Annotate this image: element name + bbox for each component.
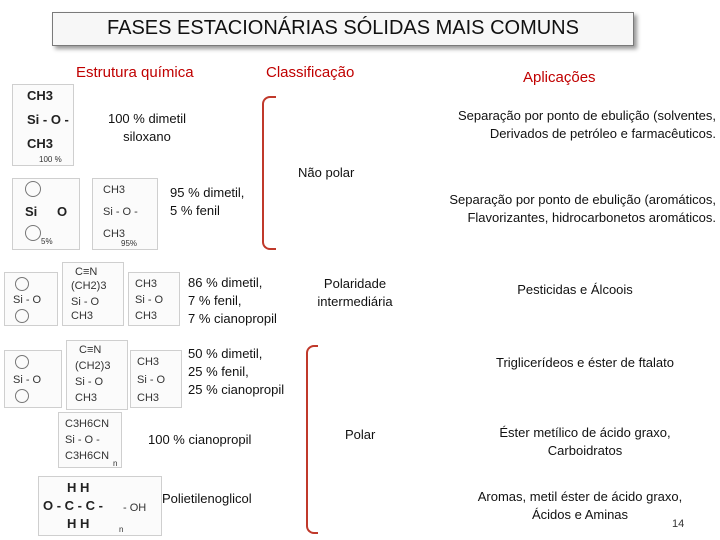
application-row-2 bbox=[400, 191, 716, 227]
structure-text: 5% bbox=[41, 237, 53, 246]
structure-dimethyl-siloxane bbox=[12, 84, 74, 166]
title-box bbox=[52, 12, 634, 46]
phenyl-ring-icon bbox=[15, 389, 29, 403]
phenyl-ring-icon bbox=[15, 277, 29, 291]
page-number: 14 bbox=[672, 518, 685, 530]
classification-line: Polaridade bbox=[323, 276, 387, 291]
structure-polyethylene-glycol bbox=[38, 476, 162, 536]
header-applications: Aplicações bbox=[523, 69, 596, 86]
structure-phenyl-siloxane-small bbox=[4, 272, 58, 326]
structure-text: n bbox=[119, 525, 124, 534]
structure-text: CH3 bbox=[71, 310, 94, 322]
classification-polar: Polar bbox=[345, 427, 376, 442]
composition-row-5 bbox=[148, 431, 251, 449]
structure-text: Si - O bbox=[75, 376, 104, 388]
phenyl-ring-icon bbox=[25, 225, 41, 241]
structure-text: O bbox=[57, 204, 68, 219]
header-structure: Estrutura química bbox=[76, 64, 194, 81]
application-line: Éster metílico de ácido graxo, bbox=[499, 425, 671, 440]
structure-text: CH3 bbox=[27, 88, 54, 103]
structure-text: Si bbox=[25, 204, 38, 219]
structure-dimethyl-siloxane-small-2 bbox=[130, 350, 182, 408]
composition-line: 7 % fenil, bbox=[188, 293, 242, 308]
application-row-1 bbox=[420, 107, 716, 143]
structure-text: Si - O bbox=[71, 296, 100, 308]
slide-title: FASES ESTACIONÁRIAS SÓLIDAS MAIS COMUNS bbox=[107, 17, 579, 39]
structure-phenyl-siloxane bbox=[12, 178, 80, 250]
composition-line: 100 % cianopropil bbox=[148, 432, 252, 447]
structure-text: CH3 bbox=[103, 228, 126, 240]
structure-text: CH3 bbox=[137, 392, 160, 404]
structure-text: Si - O - bbox=[27, 112, 69, 127]
application-row-4 bbox=[470, 354, 700, 372]
application-line: Derivados de petróleo e farmacêuticos. bbox=[489, 126, 716, 141]
application-row-6 bbox=[455, 488, 705, 524]
application-row-5 bbox=[470, 424, 700, 460]
classification-line: intermediária bbox=[317, 294, 393, 309]
structure-text: 95% bbox=[121, 239, 138, 248]
composition-line: 86 % dimetil, bbox=[188, 275, 263, 290]
classification-nonpolar: Não polar bbox=[298, 165, 355, 180]
application-line: Separação por ponto de ebulição (solventes, bbox=[457, 108, 716, 123]
structure-phenyl-siloxane-small-2 bbox=[4, 350, 62, 408]
application-line: Triglicerídeos e éster de ftalato bbox=[496, 355, 674, 370]
composition-line: 95 % dimetil, bbox=[170, 185, 245, 200]
structure-text: CH3 bbox=[75, 392, 98, 404]
structure-text: C3H6CN bbox=[65, 450, 110, 462]
phenyl-ring-icon bbox=[25, 181, 41, 197]
structure-text: Si - O - bbox=[65, 434, 100, 446]
structure-cyanopropyl-siloxane bbox=[62, 262, 124, 326]
structure-text: O - C - C - bbox=[43, 498, 103, 513]
structure-dimethyl-siloxane-95 bbox=[92, 178, 158, 250]
application-line: Pesticidas e Álcoois bbox=[517, 282, 633, 297]
phenyl-ring-icon bbox=[15, 355, 29, 369]
composition-line: 100 % dimetil bbox=[107, 111, 187, 126]
application-row-3 bbox=[480, 281, 670, 299]
composition-line: siloxano bbox=[123, 129, 171, 144]
composition-row-2 bbox=[170, 184, 244, 220]
structure-text: H H bbox=[67, 480, 90, 495]
composition-line: 25 % fenil, bbox=[188, 364, 249, 379]
application-line: Separação por ponto de ebulição (aromáticos, bbox=[449, 192, 716, 207]
composition-row-4 bbox=[188, 345, 284, 399]
structure-cyanopropyl-polysiloxane bbox=[58, 412, 122, 468]
structure-text: C3H6CN bbox=[65, 418, 110, 430]
application-line: Ácidos e Aminas bbox=[531, 507, 629, 522]
structure-text: CH3 bbox=[27, 136, 54, 151]
bracket-nonpolar bbox=[262, 96, 276, 250]
composition-line: 7 % cianopropil bbox=[188, 311, 277, 326]
structure-text: CH3 bbox=[135, 278, 158, 290]
structure-text: Si - O bbox=[13, 374, 42, 386]
structure-text: H H bbox=[67, 516, 90, 531]
structure-text: Si - O - bbox=[103, 206, 138, 218]
composition-row-1 bbox=[92, 110, 202, 146]
structure-text: CH3 bbox=[103, 184, 126, 196]
structure-text: Si - O bbox=[135, 294, 164, 306]
structure-text: (CH2)3 bbox=[75, 360, 111, 372]
structure-text: Si - O bbox=[13, 294, 42, 306]
classification-intermediate bbox=[300, 275, 410, 311]
application-line: Carboidratos bbox=[547, 443, 623, 458]
composition-line: Polietilenoglicol bbox=[162, 491, 252, 506]
composition-line: 50 % dimetil, bbox=[188, 346, 263, 361]
structure-cyanopropyl-siloxane-2 bbox=[66, 340, 128, 410]
structure-text: Si - O bbox=[137, 374, 166, 386]
application-line: Aromas, metil éster de ácido graxo, bbox=[477, 489, 683, 504]
bracket-polar bbox=[306, 345, 318, 534]
structure-dimethyl-siloxane-small bbox=[128, 272, 180, 326]
structure-text: (CH2)3 bbox=[71, 280, 107, 292]
structure-text: 100 % bbox=[39, 155, 62, 164]
structure-text: CH3 bbox=[137, 356, 160, 368]
structure-text: n bbox=[113, 459, 118, 468]
composition-row-3 bbox=[188, 274, 277, 328]
phenyl-ring-icon bbox=[15, 309, 29, 323]
structure-text: CH3 bbox=[135, 310, 158, 322]
structure-text: C≡N bbox=[79, 344, 102, 356]
composition-line: 25 % cianopropil bbox=[188, 382, 285, 397]
header-classification: Classificação bbox=[266, 64, 355, 81]
structure-text: - OH bbox=[123, 502, 147, 514]
structure-text: C≡N bbox=[75, 266, 98, 278]
composition-line: 5 % fenil bbox=[170, 203, 220, 218]
composition-row-6 bbox=[162, 490, 252, 508]
application-line: Flavorizantes, hidrocarbonetos aromáticos. bbox=[467, 210, 716, 225]
